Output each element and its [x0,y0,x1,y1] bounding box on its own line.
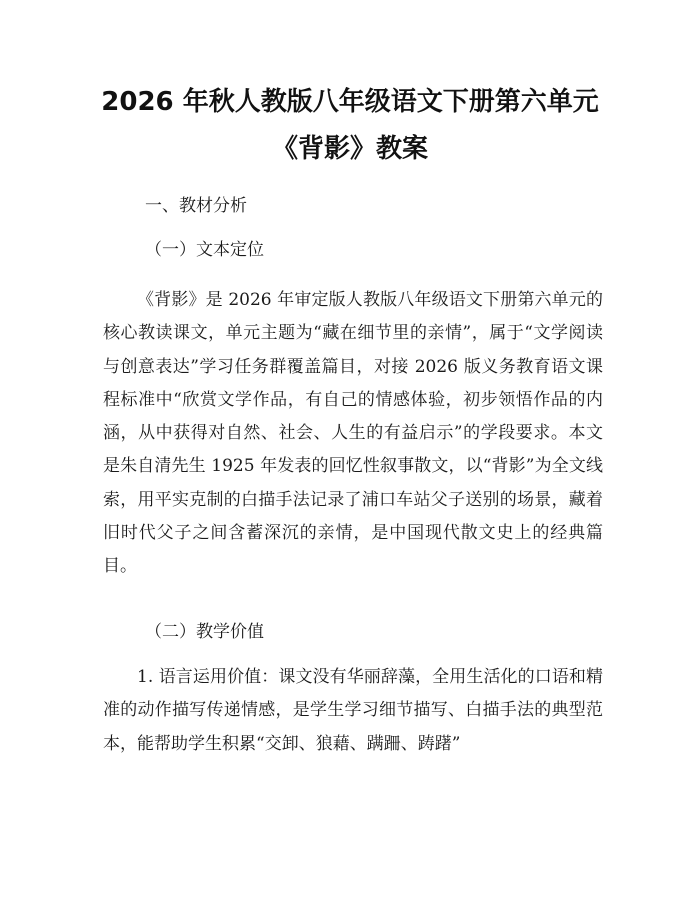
document-title-line-2: 《背影》教案 [271,134,428,164]
section-heading-textbook-analysis: 一、教材分析 [145,196,247,216]
document-title-line-1: 2026 年秋人教版八年级语文下册第六单元 [101,87,599,117]
paragraph-language-value: 1. 语言运用价值：课文没有华丽辞藻，全用生活化的口语和精准的动作描写传递情感，是学生学习细节描写、白描手法的典型范本，能帮助学生积累“交卸、狼藉、蹒跚、踌躇” [103,667,603,754]
subsection-heading-teaching-value: （二）教学价值 [145,622,264,642]
subsection-heading-text-positioning: （一）文本定位 [145,240,264,260]
paragraph-text-positioning: 《背影》是 2026 年审定版人教版八年级语文下册第六单元的核心教读课文，单元主题为“藏在细节里的亲情”，属于“文学阅读与创意表达”学习任务群覆盖篇目，对接 2026 版义务教育语文课程标准中“欣赏文学作品，有自己的情感体验，初步领悟作品的内涵，从中获得对自然、社会、人生的有益启示”的学段要求。本文是朱自清先生 1925 年发表的回忆性叙事散文，以“背影”为全文线索，用平实克制的白描手法记录了浦口车站父子送别的场景，藏着旧时代父子之间含蓄深沉的亲情，是中国现代散文史上的经典篇目。 [103,290,603,577]
